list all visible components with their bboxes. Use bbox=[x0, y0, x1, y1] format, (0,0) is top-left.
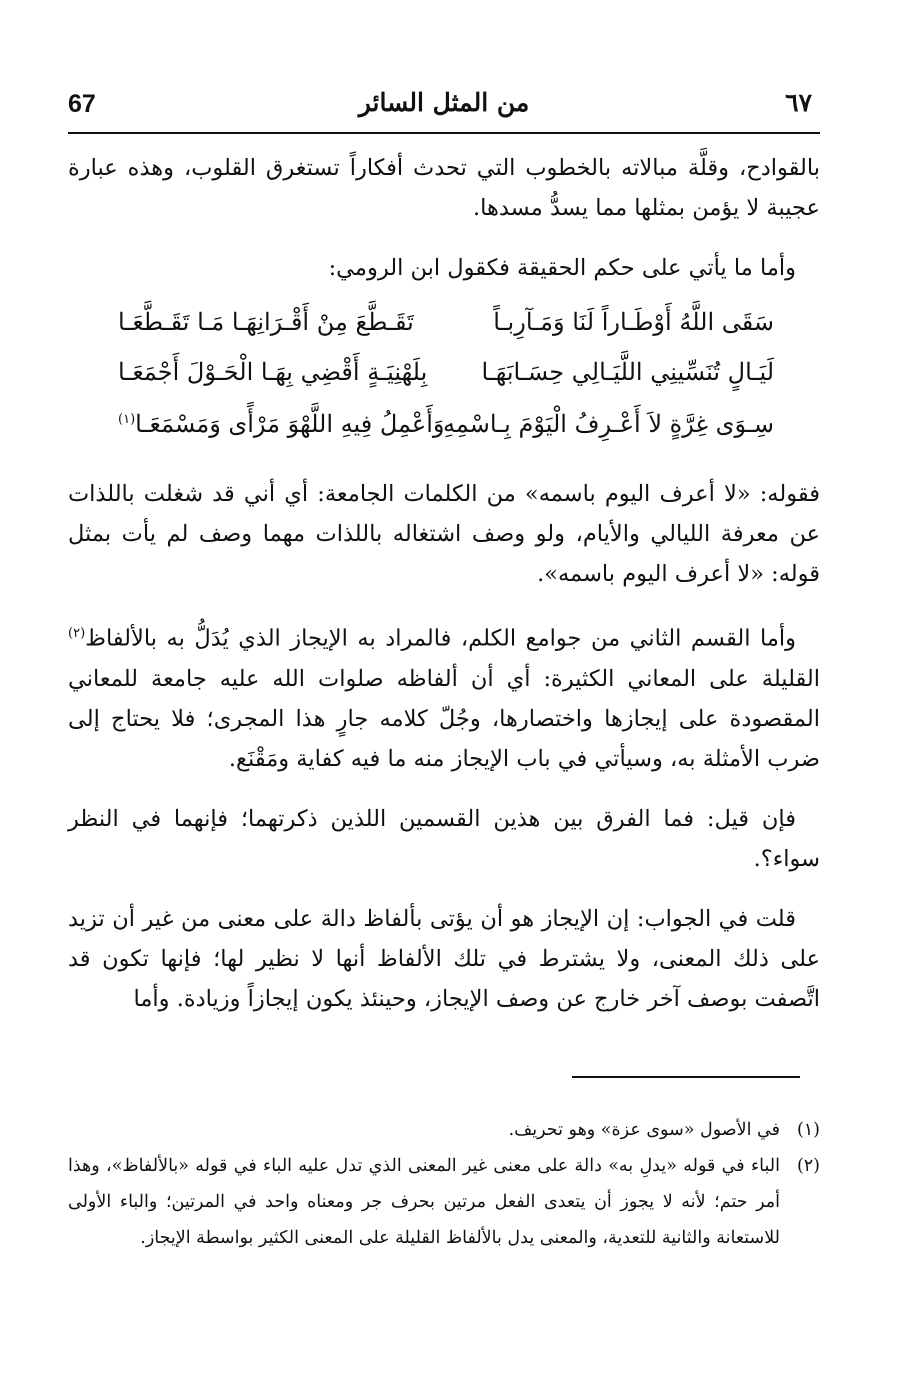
footnote-marker-1: (١) bbox=[118, 412, 136, 427]
running-title: من المثل السائر bbox=[358, 88, 530, 117]
footnote-1-text: في الأصول «سوى عزة» وهو تحريف. bbox=[508, 1120, 780, 1140]
poem-line-3-first-hemistich: سِـوَى غِرَّةٍ لاَ أَعْـرِفُ الْيَوْمَ بِـاسْمِهِ bbox=[442, 410, 774, 438]
page-number-latin: 67 bbox=[68, 90, 96, 118]
footnote-1 bbox=[68, 1112, 820, 1148]
footnote-2-number: (٢) bbox=[796, 1156, 820, 1176]
footnote-1-number: (١) bbox=[796, 1120, 820, 1140]
paragraph-5: فإن قيل: فما الفرق بين هذين القسمين اللذين ذكرتهما؛ فإنهما في النظر سواء؟. bbox=[68, 805, 820, 872]
paragraph-4-part-2: القليلة على المعاني الكثيرة: أي أن ألفاظه صلوات الله عليه جامعة للمعاني المقصودة على إيجازها واختصارها، وجُلّ كلامه جارٍ هذا المجرى؛ فلا يحتاج إلى ضرب الأمثلة به، وسيأتي في باب الإيجاز منه ما فيه كفاية ومَقْنَع. bbox=[68, 665, 820, 772]
footnotes bbox=[68, 1112, 820, 1256]
page-number-arabic: ٦٧ bbox=[785, 88, 812, 117]
poem-line-2-second-hemistich: بِلَهْنِيَـةٍ أَقْضِي بِهَـا الْحَـوْلَ أَجْمَعَـا bbox=[118, 358, 428, 386]
poem-line-3-second-hemistich bbox=[118, 410, 444, 438]
paragraph-3: فقوله: «لا أعرف اليوم باسمه» من الكلمات الجامعة: أي أني قد شغلت باللذات عن معرفة الليالي والأيام، ولو وصف اشتغاله باللذات مهما وصف لم يأت بمثل قوله: «لا أعرف اليوم باسمه». bbox=[68, 481, 820, 587]
poem-line-2-first-hemistich: لَيَـالٍ تُنَسِّينِي اللَّيَـالِي حِسَـابَهَـا bbox=[481, 358, 774, 386]
paragraph-4-part-1: وأما القسم الثاني من جوامع الكلم، فالمراد به الإيجاز الذي يُدَلُّ به بالألفاظ bbox=[85, 625, 796, 652]
footnote-separator bbox=[572, 1076, 800, 1078]
paragraph-2: وأما ما يأتي على حكم الحقيقة فكقول ابن الرومي: bbox=[328, 255, 796, 281]
poem-line-1-first-hemistich: سَقَى اللَّهُ أَوْطَـاراً لَنَا وَمَـآرِبـاً bbox=[493, 308, 774, 336]
poem-line-3-second-text: وَأَعْمِلُ فِيهِ اللَّهْوَ مَرْأًى وَمَسْمَعَـا bbox=[135, 410, 445, 438]
footnote-2-text: الباء في قوله «يدلِ به» دالة على معنى غير المعنى الذي تدل عليه الباء في قوله «بالألفاظ»، وهذا أمر حتم؛ لأنه لا يجوز أن يتعدى الفعل مرتين بحرف جر ومعناه واحد في المرتين؛ والباء الأولى للاستعانة والثانية للتعدية، والمعنى يدل بالألفاظ القليلة على المعنى الكثير بواسطة الإيجاز. bbox=[68, 1156, 780, 1248]
footnote-marker-2: (٢) bbox=[68, 626, 86, 641]
body-text-bottom bbox=[68, 474, 820, 1019]
poem-line-1-second-hemistich: تَقَـطَّعَ مِنْ أَقْـرَانِهَـا مَـا تَقَـطَّعَـا bbox=[118, 308, 414, 336]
paragraph-6: قلت في الجواب: إن الإيجاز هو أن يؤتى بألفاظ دالة على معنى من غير أن تزيد على ذلك المعنى، ولا يشترط في تلك الألفاظ أنها لا نظير لها؛ فإنها تكون قد اتَّصفت بوصف آخر خارج عن وصف الإيجاز، وحينئذ يكون إيجازاً وزيادة. وأما bbox=[68, 905, 820, 1012]
paragraph-4 bbox=[68, 614, 820, 779]
footnote-2 bbox=[68, 1148, 820, 1256]
body-text-top bbox=[68, 148, 820, 288]
paragraph-1: بالقوادح، وقلَّة مبالاته بالخطوب التي تحدث أفكاراً تستغرق القلوب، وهذه عبارة عجيبة لا يؤمن بمثلها مما يسدُّ مسدها. bbox=[68, 155, 820, 221]
page-header bbox=[68, 88, 820, 134]
